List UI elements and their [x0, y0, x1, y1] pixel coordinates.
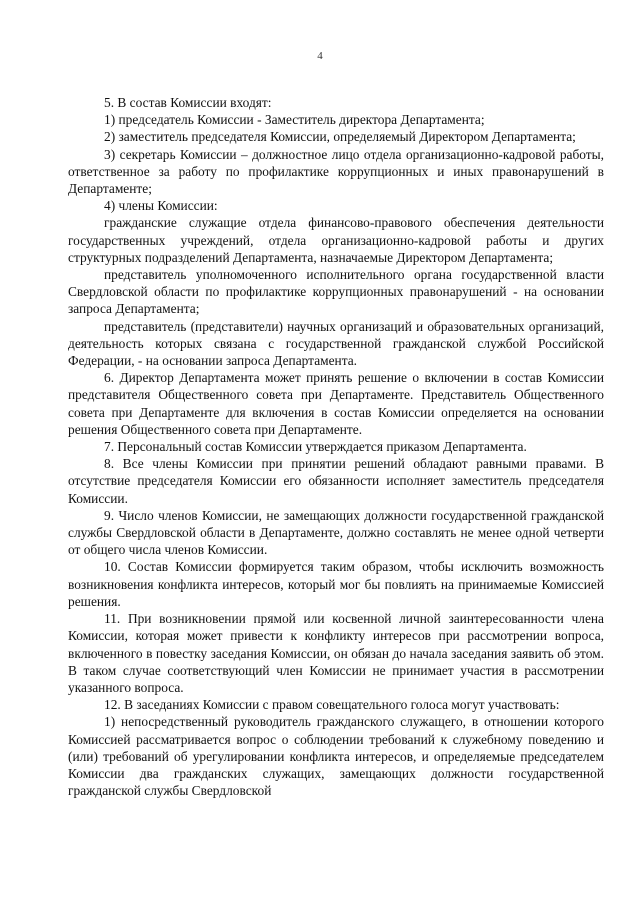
paragraph-11: 11. При возникновении прямой или косвенной личной заинтересованности члена Комиссии, которая может привести к конфликту интересов при рассмотрении вопроса, включенного в повестку заседания Комиссии, он обязан до начала заседания заявить об этом. В таком случае соответствующий член Комиссии не принимает участия в рассмотрении указанного вопроса.: [68, 611, 604, 695]
paragraph-9: 9. Число членов Комиссии, не замещающих должности государственной гражданской службы Свердловской области в Департаменте, должно составлять не менее одной четверти от общего числа членов Комиссии.: [68, 507, 604, 558]
paragraph-12-1: 1) непосредственный руководитель гражданского служащего, в отношении которого Комиссией рассматривается вопрос о соблюдении требований к служебному поведению и (или) требований об урегулировании конфликта интересов, и определяемые председателем Комиссии два гражданских служащих, замещающих должности государственной гражданской службы Свердловской: [68, 714, 604, 799]
paragraph-5-1-chairman: 1) председатель Комиссии - Заместитель директора Департамента;: [104, 112, 485, 128]
paragraph-5-4-members: 4) члены Комиссии:: [104, 198, 218, 214]
paragraph-10: 10. Состав Комиссии формируется таким образом, чтобы исключить возможность возникновения конфликта интересов, который мог бы повлиять на принимаемые Комиссией решения.: [68, 559, 604, 609]
paragraph-6: 6. Директор Департамента может принять решение о включении в состав Комиссии представителя Общественного совета при Департаменте. Представитель Общественного совета при Департаменте для включения в состав Комиссии определяется на основании решения Общественного совета при Департаменте.: [68, 370, 604, 437]
paragraph-8: 8. Все члены Комиссии при принятии решений обладают равными правами. В отсутствие председателя Комиссии его обязанности исполняет заместитель председателя Комиссии.: [68, 456, 604, 506]
paragraph-5-composition: 5. В состав Комиссии входят:: [104, 95, 272, 110]
paragraph-7: 7. Персональный состав Комиссии утверждается приказом Департамента.: [104, 439, 527, 455]
document-body: [68, 94, 604, 799]
paragraph-members-civil-servants: гражданские служащие отдела финансово-правового обеспечения деятельности государственных учреждений, отдела организационно-кадровой работы и других структурных подразделений Департамента, назначаемые Директором Департамента;: [68, 215, 604, 265]
paragraph-members-science-rep: представитель (представители) научных организаций и образовательных организаций, деятельность которых связана с государственной гражданской службой Российской Федерации, - на основании запроса Департамента.: [68, 318, 604, 369]
paragraph-12: 12. В заседаниях Комиссии с правом совещательного голоса могут участвовать:: [104, 697, 560, 713]
paragraph-members-authority-rep: представитель уполномоченного исполнительного органа государственной власти Свердловской области по профилактике коррупционных правонарушений - на основании запроса Департамента;: [68, 267, 604, 317]
paragraph-5-2-deputy-chairman: 2) заместитель председателя Комиссии, определяемый Директором Департамента;: [104, 129, 576, 145]
page-number: 4: [317, 50, 323, 62]
paragraph-5-3-secretary: 3) секретарь Комиссии – должностное лицо отдела организационно-кадровой работы, ответственное за работу по профилактике коррупционных и иных правонарушений в Департаменте;: [68, 146, 604, 197]
